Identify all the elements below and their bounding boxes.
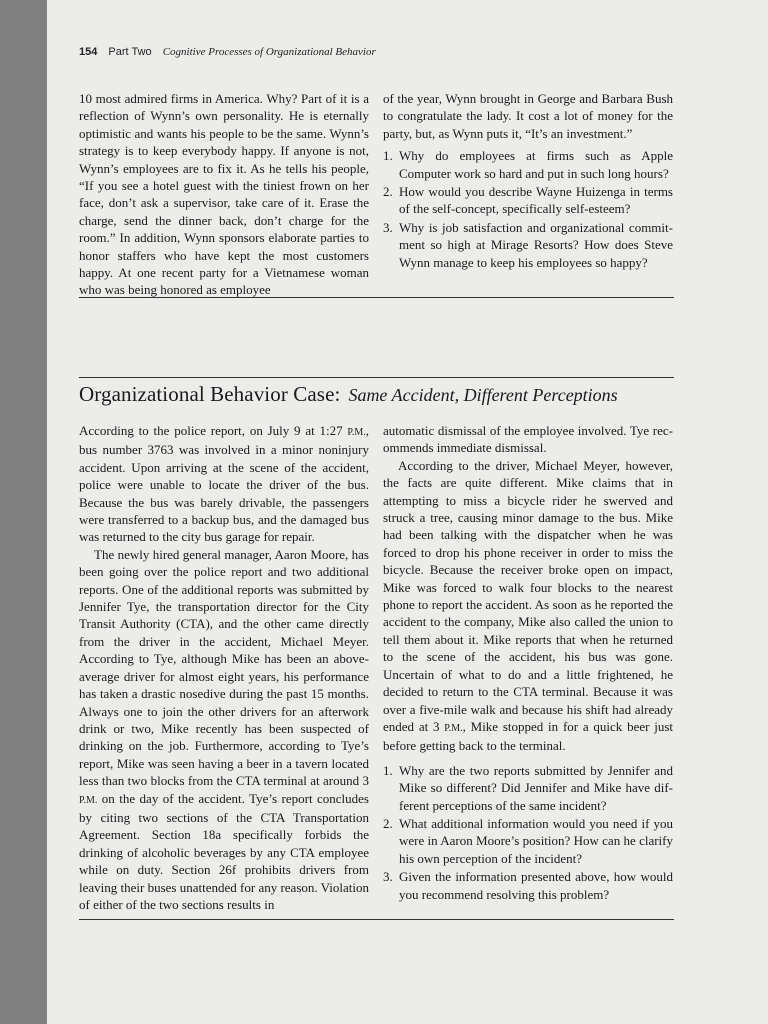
top-question: 3. Why is job satisfaction and organizational commitment so high at Mirage Resorts? How does Steve Wynn manage to keep his employees so happy? xyxy=(383,219,673,270)
top-question: 2. How would you describe Wayne Huizenga in terms of the self-concept, specifically self-esteem? xyxy=(383,184,673,217)
part-label: Part Two xyxy=(108,46,152,58)
top-left-column xyxy=(79,90,369,299)
case-question: 2. What additional information would you need if you were in Aaron Moore’s position? How can he clarify his own perception of the incident? xyxy=(383,815,673,866)
case-question-list xyxy=(383,762,673,903)
case-paragraph: According to the police report, on July 9 at 1:27 P.M., bus number 3763 was involved in a minor noninjury accident. Upon arriving at the scene of the accident, police were unable to locate the driver of the bus. Because the bus was barely drivable, the passengers were transferred to a backup bus, and the damaged bus was returned to the city bus garage for repair. xyxy=(79,423,369,545)
case-paragraph: According to the driver, Michael Meyer, however, the facts are quite different. Mike claims that in attempting to miss a bicycle rider he swerved and struck a tree, causing minor damage to the bus. Mike had been talking with the dispatcher when he was forced to drop his phone receiver in order to miss the bicycle. Because the receiver broke open on impact, Mike was forced to walk four blocks to the nearest phone to report the accident. As soon as he reported the accident to the company, Mike also called the union to tell them about it. Mike reports that when he returned to the scene of the accident, his bus was gone. Uncertain of what to do and a little frightened, he decided to return to the CTA terminal. Because it was over a five-mile walk and because his shift had already ended at 3 P.M., Mike stopped in for a quick beer just before getting back to the terminal. xyxy=(383,457,673,754)
top-right-column xyxy=(383,90,673,271)
page-gutter xyxy=(0,0,47,1024)
case-heading xyxy=(79,382,679,407)
case-right-column xyxy=(383,422,673,903)
case-left-column xyxy=(79,422,369,913)
top-right-paragraph: of the year, Wynn brought in George and Barbara Bush to congratulate the lady. It cost a lot of money for the party, but, as Wynn puts it, “It’s an investment.” xyxy=(383,91,673,141)
top-question: 1. Why do employees at firms such as Apple Computer work so hard and put in such long hours? xyxy=(383,148,673,181)
case-question: 1. Why are the two reports submitted by Jennifer and Mike so different? Did Jennifer and Mike have different perceptions of the same incident? xyxy=(383,762,673,813)
case-bottom-rule xyxy=(79,919,674,920)
section-divider xyxy=(79,297,674,298)
chapter-subtitle: Cognitive Processes of Organizational Behavior xyxy=(162,46,376,58)
case-question: 3. Given the information presented above, how would you recommend resolving this problem? xyxy=(383,869,673,902)
case-title: Organizational Behavior Case: xyxy=(79,382,341,406)
case-paragraph: The newly hired general manager, Aaron Moore, has been going over the police report and two additional reports. One of the additional reports was submitted by Jennifer Tye, the transportation director for the City Transit Authority (CTA), and the other came directly from the driver in the accident, Michael Meyer. According to Tye, although Mike has been an above-average driver for almost eight years, his performance has taken a drastic nosedive during the past 15 months. Always one to join the other drivers for an afterwork drink or two, Mike recently has been suspected of drinking on the job. Furthermore, according to Tye’s report, Mike was seen having a beer in a tavern located less than two blocks from the CTA terminal at around 3 P.M. on the day of the accident. Tye’s report concludes by citing two sections of the CTA Transportation Agreement. Section 18a specifically forbids the drinking of alcoholic beverages by any CTA employee while on duty. Section 26f prohibits drivers from leaving their buses unattended for any reason. Violation of either of the two sections results in xyxy=(79,546,369,912)
case-subtitle: Same Accident, Different Perceptions xyxy=(348,385,618,405)
case-paragraph: automatic dismissal of the employee involved. Tye recommends immediate dismissal. xyxy=(383,423,673,456)
case-top-rule xyxy=(79,377,674,378)
running-head xyxy=(79,46,376,58)
top-question-list xyxy=(383,147,673,271)
page-number: 154 xyxy=(79,46,98,58)
top-left-paragraph: 10 most admired firms in America. Why? Part of it is a reflection of Wynn’s own personality. He is eternally optimistic and wants his people to be the same. Wynn’s strategy is to keep everybody happy. If anyone is not, Wynn’s employees are to fix it. As he tells his people, “If you see a hotel guest with the tiniest frown on her face, don’t ask a supervisor, take care of it. Erase the charge, send the dinner back, don’t charge for the room.” In addition, Wynn sponsors elaborate parties to honor staffers who have kept the most customers happy. At one recent party for a Vietnamese woman who was being honored as employee xyxy=(79,91,369,298)
